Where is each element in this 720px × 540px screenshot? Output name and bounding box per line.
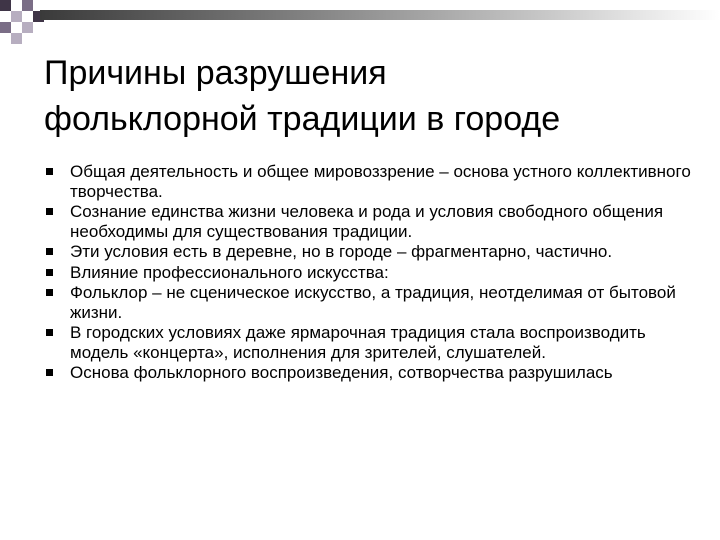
- decor-square: [11, 11, 22, 22]
- list-item: [46, 283, 696, 322]
- decor-square: [0, 0, 11, 11]
- square-bullet-icon: [46, 208, 53, 215]
- bullet-text: Эти условия есть в деревне, но в городе – фрагментарно, частично.: [70, 242, 613, 261]
- bullet-list: [46, 162, 696, 384]
- list-item: [46, 162, 696, 201]
- slide-title-line: фольклорной традиции в городе: [44, 100, 561, 138]
- slide-title: [44, 50, 704, 142]
- decor-square: [0, 22, 11, 33]
- square-bullet-icon: [46, 168, 53, 175]
- slide-title-line: Причины разрушения: [44, 54, 387, 92]
- list-item: [46, 323, 696, 362]
- bullet-text: В городских условиях даже ярмарочная традиция стала воспроизводить модель «концерта», исполнения для зрителей, слушателей.: [70, 323, 646, 362]
- square-bullet-icon: [46, 248, 53, 255]
- list-item: [46, 263, 696, 283]
- bullet-text: Влияние профессионального искусства:: [70, 262, 389, 282]
- bullet-text: Общая деятельность и общее мировоззрение – основа устного коллективного творчества.: [70, 162, 691, 201]
- square-bullet-icon: [46, 369, 53, 376]
- list-item: [46, 202, 696, 241]
- bullet-text: Основа фольклорного воспроизведения, сотворчества разрушилась: [70, 363, 613, 382]
- list-item: [46, 242, 696, 262]
- decor-square: [11, 33, 22, 44]
- bullet-text: Фольклор – не сценическое искусство, а традиция, неотделимая от бытовой жизни.: [70, 283, 676, 322]
- square-bullet-icon: [46, 289, 53, 296]
- bullet-text: Сознание единства жизни человека и рода и условия свободного общения необходимы для существования традиции.: [70, 202, 664, 241]
- header-gradient-bar: [40, 10, 720, 20]
- decor-square: [22, 0, 33, 11]
- square-bullet-icon: [46, 269, 53, 276]
- square-bullet-icon: [46, 329, 53, 336]
- list-item: [46, 363, 696, 383]
- decor-square: [22, 22, 33, 33]
